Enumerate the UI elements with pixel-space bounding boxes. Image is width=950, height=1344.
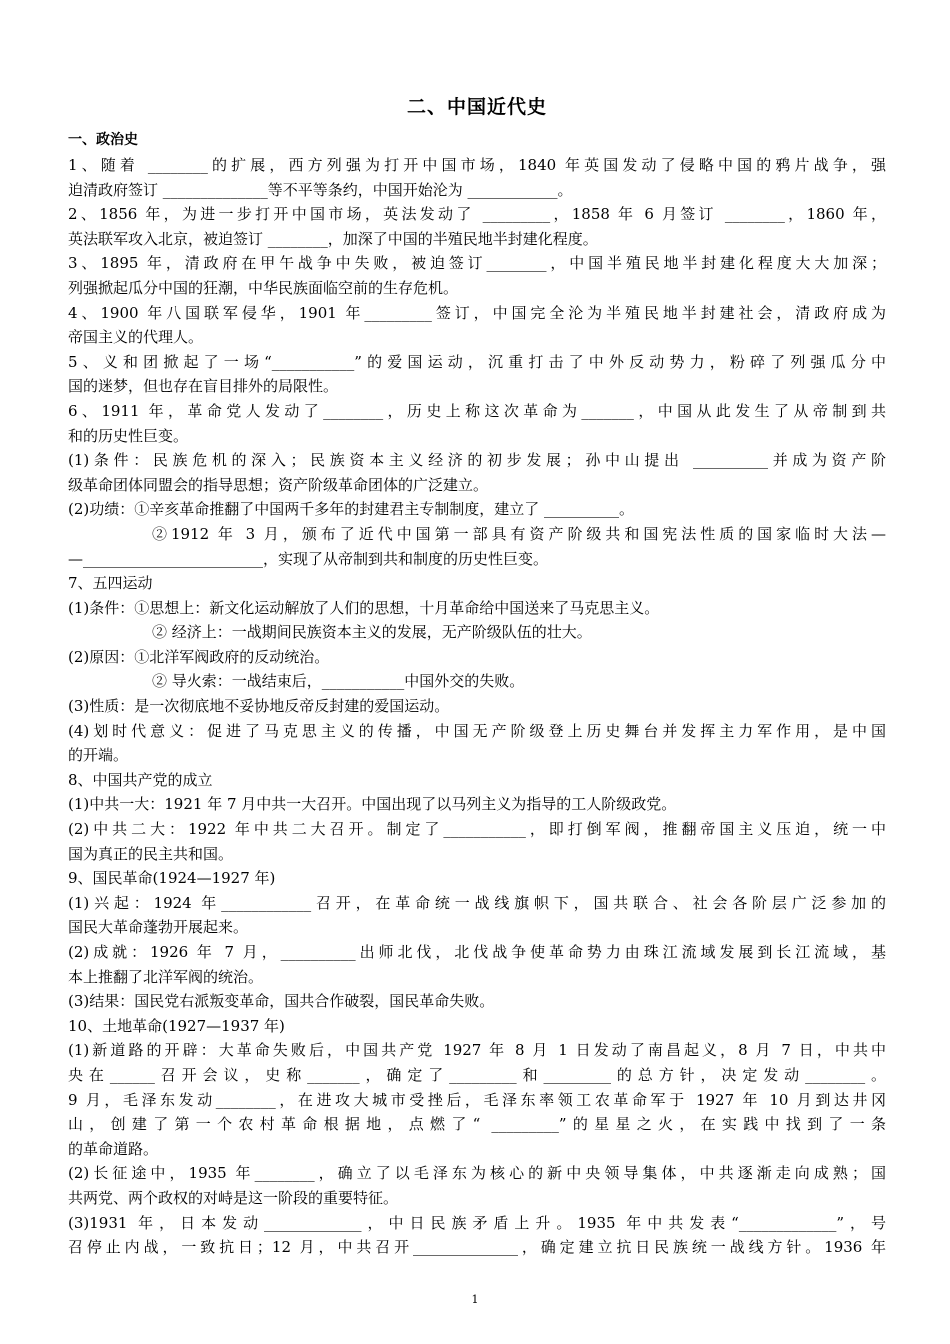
text-line: 10、土地革命(1927—1937 年) [68, 1016, 285, 1035]
text-line: 3、1895 年，清政府在甲午战争中失败，被迫签订________，中国半殖民地半封建化程度大大加深； [68, 254, 886, 273]
text-line: ② 经济上：一战期间民族资本主义的发展，无产阶级队伍的壮大。 [152, 623, 592, 642]
section-heading: 一、政治史 [68, 132, 138, 148]
text-line: 8、中国共产党的成立 [68, 770, 213, 789]
text-line: 9、国民革命(1924—1927 年) [68, 869, 276, 888]
text-line: —________________________，实现了从帝制到共和制度的历史性巨变。 [68, 549, 549, 568]
text-line: (2)原因：①北洋军阀政府的反动统治。 [68, 647, 330, 666]
text-line: 国为真正的民主共和国。 [68, 844, 234, 863]
text-line: 召停止内战，一致抗日；12 月，中共召开______________，确定建立抗日民族统一战线方针。1936 年 [68, 1238, 886, 1257]
text-line: (1)条件：①思想上：新文化运动解放了人们的思想，十月革命给中国送来了马克思主义。 [68, 598, 660, 617]
page-title: 二、中国近代史 [406, 96, 547, 118]
text-line: (1)兴起：1924 年____________召开，在革命统一战线旗帜下，国共联合、社会各阶层广泛参加的 [68, 893, 886, 912]
text-line: (2)成就：1926 年 7 月，__________出师北伐，北伐战争使革命势力由珠江流域发展到长江流域，基 [68, 943, 886, 961]
text-line: 4、1900 年八国联军侵华，1901 年_________签订，中国完全沦为半殖民地半封建社会，清政府成为 [68, 303, 886, 322]
text-line: ②1912 年 3 月，颁布了近代中国第一部具有资产阶级共和国宪法性质的国家临时大法— [152, 524, 886, 543]
text-line: 9 月，毛泽东发动________，在进攻大城市受挫后，毛泽东率领工农革命军于 1927 年 10 月到达井冈 [68, 1090, 886, 1109]
text-line: (1)新道路的开辟：大革命失败后，中国共产党 1927 年 8 月 1 日发动了南昌起义，8 月 7 日，中共中 [68, 1041, 886, 1060]
text-line: (1)中共一大：1921 年 7 月中共一大召开。中国出现了以马列主义为指导的工人阶级政党。 [68, 795, 677, 814]
text-line: 1、随着 ________的扩展，西方列强为打开中国市场，1840 年英国发动了侵略中国的鸦片战争，强 [68, 156, 886, 174]
text-line: 2、1856 年，为进一步打开中国市场，英法发动了 _________，1858 年 6 月签订 ________，1860 年， [68, 205, 886, 224]
text-line: (3)性质：是一次彻底地不妥协地反帝反封建的爱国运动。 [68, 697, 450, 716]
text-line: 迫清政府签订 ______________等不平等条约，中国开始沦为 ____________。 [68, 180, 573, 199]
text-line: 7、五四运动 [68, 574, 153, 593]
text-line: (2)长征途中，1935 年________，确立了以毛泽东为核心的新中央领导集体，中共逐渐走向成熟；国 [68, 1164, 886, 1183]
text-line: (3)结果：国民党右派叛变革命，国共合作破裂，国民革命失败。 [68, 992, 495, 1011]
text-line: 的革命道路。 [68, 1139, 159, 1158]
text-line: (4)划时代意义：促进了马克思主义的传播，中国无产阶级登上历史舞台并发挥主力军作用，是中国 [68, 721, 886, 740]
text-line: 6、1911 年，革命党人发动了________，历史上称这次革命为_______，中国从此发生了从帝制到共 [68, 401, 886, 420]
text-line: (1)条件：民族危机的深入；民族资本主义经济的初步发展；孙中山提出 __________并成为资产阶 [68, 451, 886, 470]
text-line: 国民大革命蓬勃开展起来。 [68, 918, 249, 937]
text-line: 本上推翻了北洋军阀的统治。 [68, 967, 264, 986]
text-line: (2)中共二大：1922 年中共二大召开。制定了___________，即打倒军阀，推翻帝国主义压迫，统一中 [68, 820, 886, 839]
text-line: 列强掀起瓜分中国的狂潮，中华民族面临空前的生存危机。 [68, 278, 459, 297]
text-line: 英法联军攻入北京，被迫签订 ________，加深了中国的半殖民地半封建化程度。 [68, 229, 598, 248]
text-line: 山，创建了第一个农村革命根据地，点燃了“ _________”的星星之火，在实践中找到了一条 [68, 1115, 886, 1134]
text-line: ② 导火索：一战结束后，___________中国外交的失败。 [152, 672, 525, 691]
text-line: (2)功绩：①辛亥革命推翻了中国两千多年的封建君主专制制度，建立了 __________。 [68, 500, 635, 519]
text-line: 帝国主义的代理人。 [68, 328, 204, 347]
text-line: 的开端。 [68, 746, 129, 765]
text-line: 共两党、两个政权的对峙是这一阶段的重要特征。 [68, 1188, 399, 1207]
text-line: 级革命团体同盟会的指导思想；资产阶级革命团体的广泛建立。 [68, 475, 489, 494]
document-page [68, 92, 886, 1260]
text-line: 5、义和团掀起了一场“___________”的爱国运动，沉重打击了中外反动势力，粉碎了列强瓜分中 [68, 352, 886, 371]
text-line: 和的历史性巨变。 [68, 426, 189, 445]
text-line: (3)1931 年，日本发动_____________，中日民族矛盾上升。1935 年中共发表“_____________”，号 [68, 1213, 886, 1232]
text-line: 央在______召开会议，史称_______，确定了_________和_________的总方针，决定发动________。 [68, 1065, 886, 1084]
text-line: 国的迷梦，但也存在盲目排外的局限性。 [68, 377, 339, 396]
page-number: 1 [471, 1293, 479, 1306]
